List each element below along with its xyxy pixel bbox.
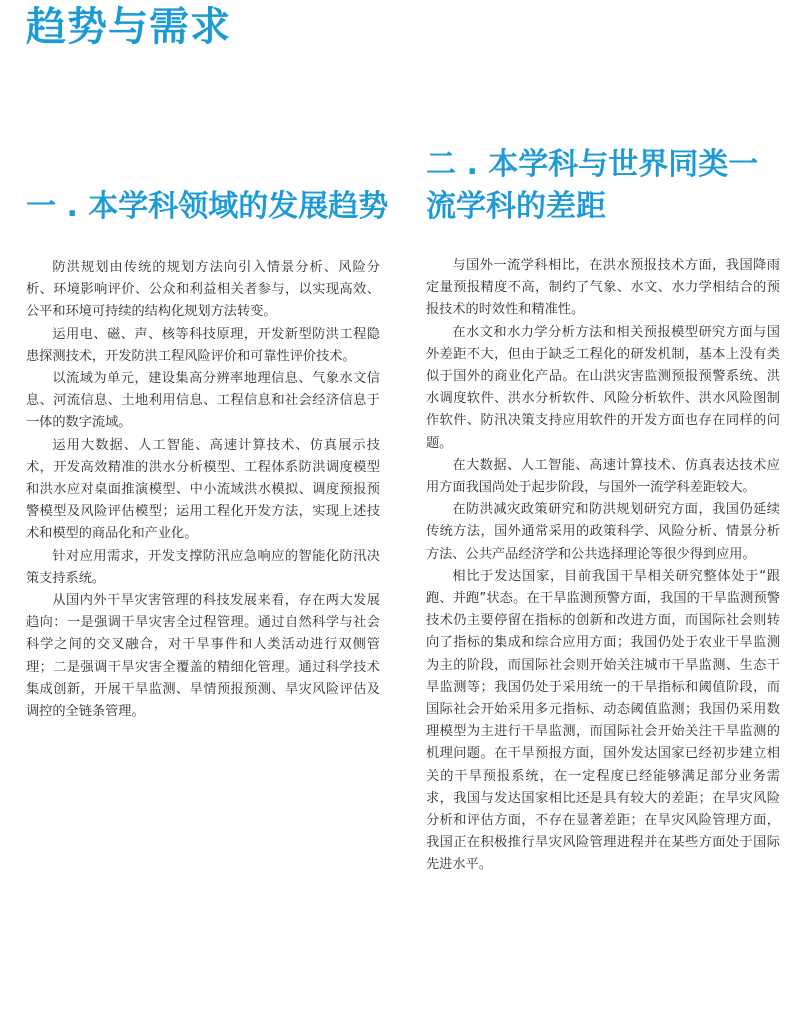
- heading-line: 二 . 本学科与世界同类一: [426, 147, 759, 182]
- paragraph: 运用大数据、人工智能、高速计算技术、仿真展示技术，开发高效精准的洪水分析模型、工程体系防洪调度模型和洪水应对桌面推演模型、中小流域洪水模拟、调度预报预警模型及风险评估模型；运用工程化开发方法，实现上述技术和模型的商品化和产业化。: [26, 437, 380, 542]
- paragraph: 运用电、磁、声、核等科技原理，开发新型防洪工程隐患探测技术，开发防洪工程风险评价和可靠性评价技术。: [26, 326, 380, 364]
- heading-line: 流学科的差距: [426, 189, 606, 224]
- page-title: 趋势与需求: [26, 4, 231, 50]
- gap-body: [426, 255, 780, 877]
- paragraph: 防洪规划由传统的规划方法向引入情景分析、风险分析、环境影响评价、公众和利益相关者参与，以实现高效、公平和环境可持续的结构化规划方法转变。: [26, 260, 380, 320]
- trends-body: [26, 257, 380, 723]
- paragraph: 针对应用需求，开发支撑防汛应急响应的智能化防汛决策支持系统。: [26, 548, 380, 586]
- paragraph: 相比于发达国家，目前我国干旱相关研究整体处于“跟跑、并跑”状态。在干旱监测预警方面，我国的干旱监测预警技术仍主要停留在指标的创新和改进方面，而国际社会则转向了指标的集成和综合应用方面；我国仍处于农业干旱监测为主的阶段，而国际社会则开始关注城市干旱监测、生态干旱监测等；我国仍处于采用统一的干旱指标和阈值阶段，而国际社会开始采用多元指标、动态阈值监测；我国仍采用数理模型为主进行干旱监测，而国际社会开始关注干旱监测的机理问题。在干旱预报方面，国外发达国家已经初步建立相关的干旱预报系统，在一定程度已经能够满足部分业务需求，我国与发达国家相比还是具有较大的差距；在旱灾风险分析和评估方面，不存在显著差距；在旱灾风险管理方面，我国正在积极推行旱灾风险管理进程并在某些方面处于国际先进水平。: [426, 568, 780, 873]
- paragraph: 在水文和水力学分析方法和相关预报模型研究方面与国外差距不大，但由于缺乏工程化的研发机制，基本上没有类似于国外的商业化产品。在山洪灾害监测预报预警系统、洪水调度软件、洪水分析软件、风险分析软件、洪水风险图制作软件、防汛决策支持应用软件的开发方面也存在同样的问题。: [426, 324, 780, 451]
- paragraph: 以流域为单元，建设集高分辨率地理信息、气象水文信息、河流信息、土地利用信息、工程信息和社会经济信息于一体的数字流域。: [26, 371, 380, 431]
- heading-line: 一 . 本学科领域的发展趋势: [26, 189, 389, 224]
- section-heading-trends: [26, 186, 388, 228]
- paragraph: 从国内外干旱灾害管理的科技发展来看，存在两大发展趋向：一是强调干旱灾害全过程管理。通过自然科学与社会科学之间的交叉融合，对干旱事件和人类活动进行双侧管理；二是强调干旱灾害全覆盖的精细化管理。通过科学技术集成创新，开展干旱监测、旱情预报预测、旱灾风险评估及调控的全链条管理。: [26, 593, 380, 720]
- paragraph: 在大数据、人工智能、高速计算技术、仿真表达技术应用方面我国尚处于起步阶段，与国外一流学科差距较大。: [426, 457, 780, 496]
- section-heading-gap: [426, 144, 758, 228]
- paragraph: 与国外一流学科相比，在洪水预报技术方面，我国降雨定量预报精度不高，制约了气象、水文、水力学相结合的预报技术的时效性和精准性。: [426, 258, 780, 318]
- paragraph: 在防洪减灾政策研究和防洪规划研究方面，我国仍延续传统方法，国外通常采用的政策科学、风险分析、情景分析方法、公共产品经济学和公共选择理论等很少得到应用。: [426, 502, 780, 562]
